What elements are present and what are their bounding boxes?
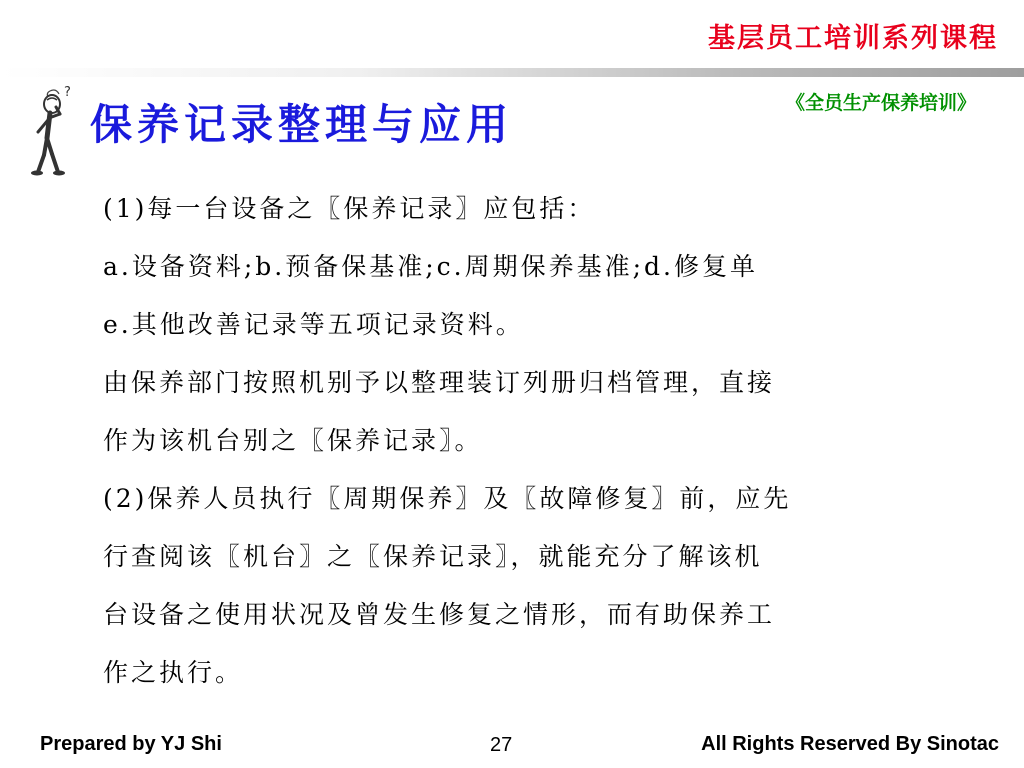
course-subtitle: 《全员生产保养培训》 bbox=[785, 92, 976, 114]
page-title: 保养记录整理与应用 bbox=[90, 100, 514, 149]
series-title: 基层员工培训系列课程 bbox=[708, 23, 998, 54]
body-line: 作为该机台别之〖保养记录〗。 bbox=[103, 426, 483, 455]
body-line: (1)每一台设备之〖保养记录〗应包括： bbox=[103, 194, 596, 223]
slide-body bbox=[103, 180, 953, 702]
body-line: (2)保养人员执行〖周期保养〗及〖故障修复〗前，应先 bbox=[103, 484, 792, 513]
svg-text:?: ? bbox=[64, 85, 71, 100]
body-line: e.其他改善记录等五项记录资料。 bbox=[103, 310, 524, 339]
thinking-person-icon bbox=[28, 82, 90, 178]
body-line: a.设备资料;b.预备保基准;c.周期保养基准;d.修复单 bbox=[103, 252, 758, 281]
body-line: 台设备之使用状况及曾发生修复之情形，而有助保养工 bbox=[103, 600, 776, 629]
footer-rights: All Rights Reserved By Sinotac bbox=[701, 733, 999, 755]
page-number: 27 bbox=[490, 734, 513, 756]
body-line: 行查阅该〖机台〗之〖保养记录〗，就能充分了解该机 bbox=[103, 542, 763, 571]
body-line: 由保养部门按照机别予以整理装订列册归档管理，直接 bbox=[103, 368, 776, 397]
body-line: 作之执行。 bbox=[103, 658, 244, 687]
header-divider-bar bbox=[0, 68, 1024, 77]
footer-prepared-by: Prepared by YJ Shi bbox=[40, 733, 222, 755]
